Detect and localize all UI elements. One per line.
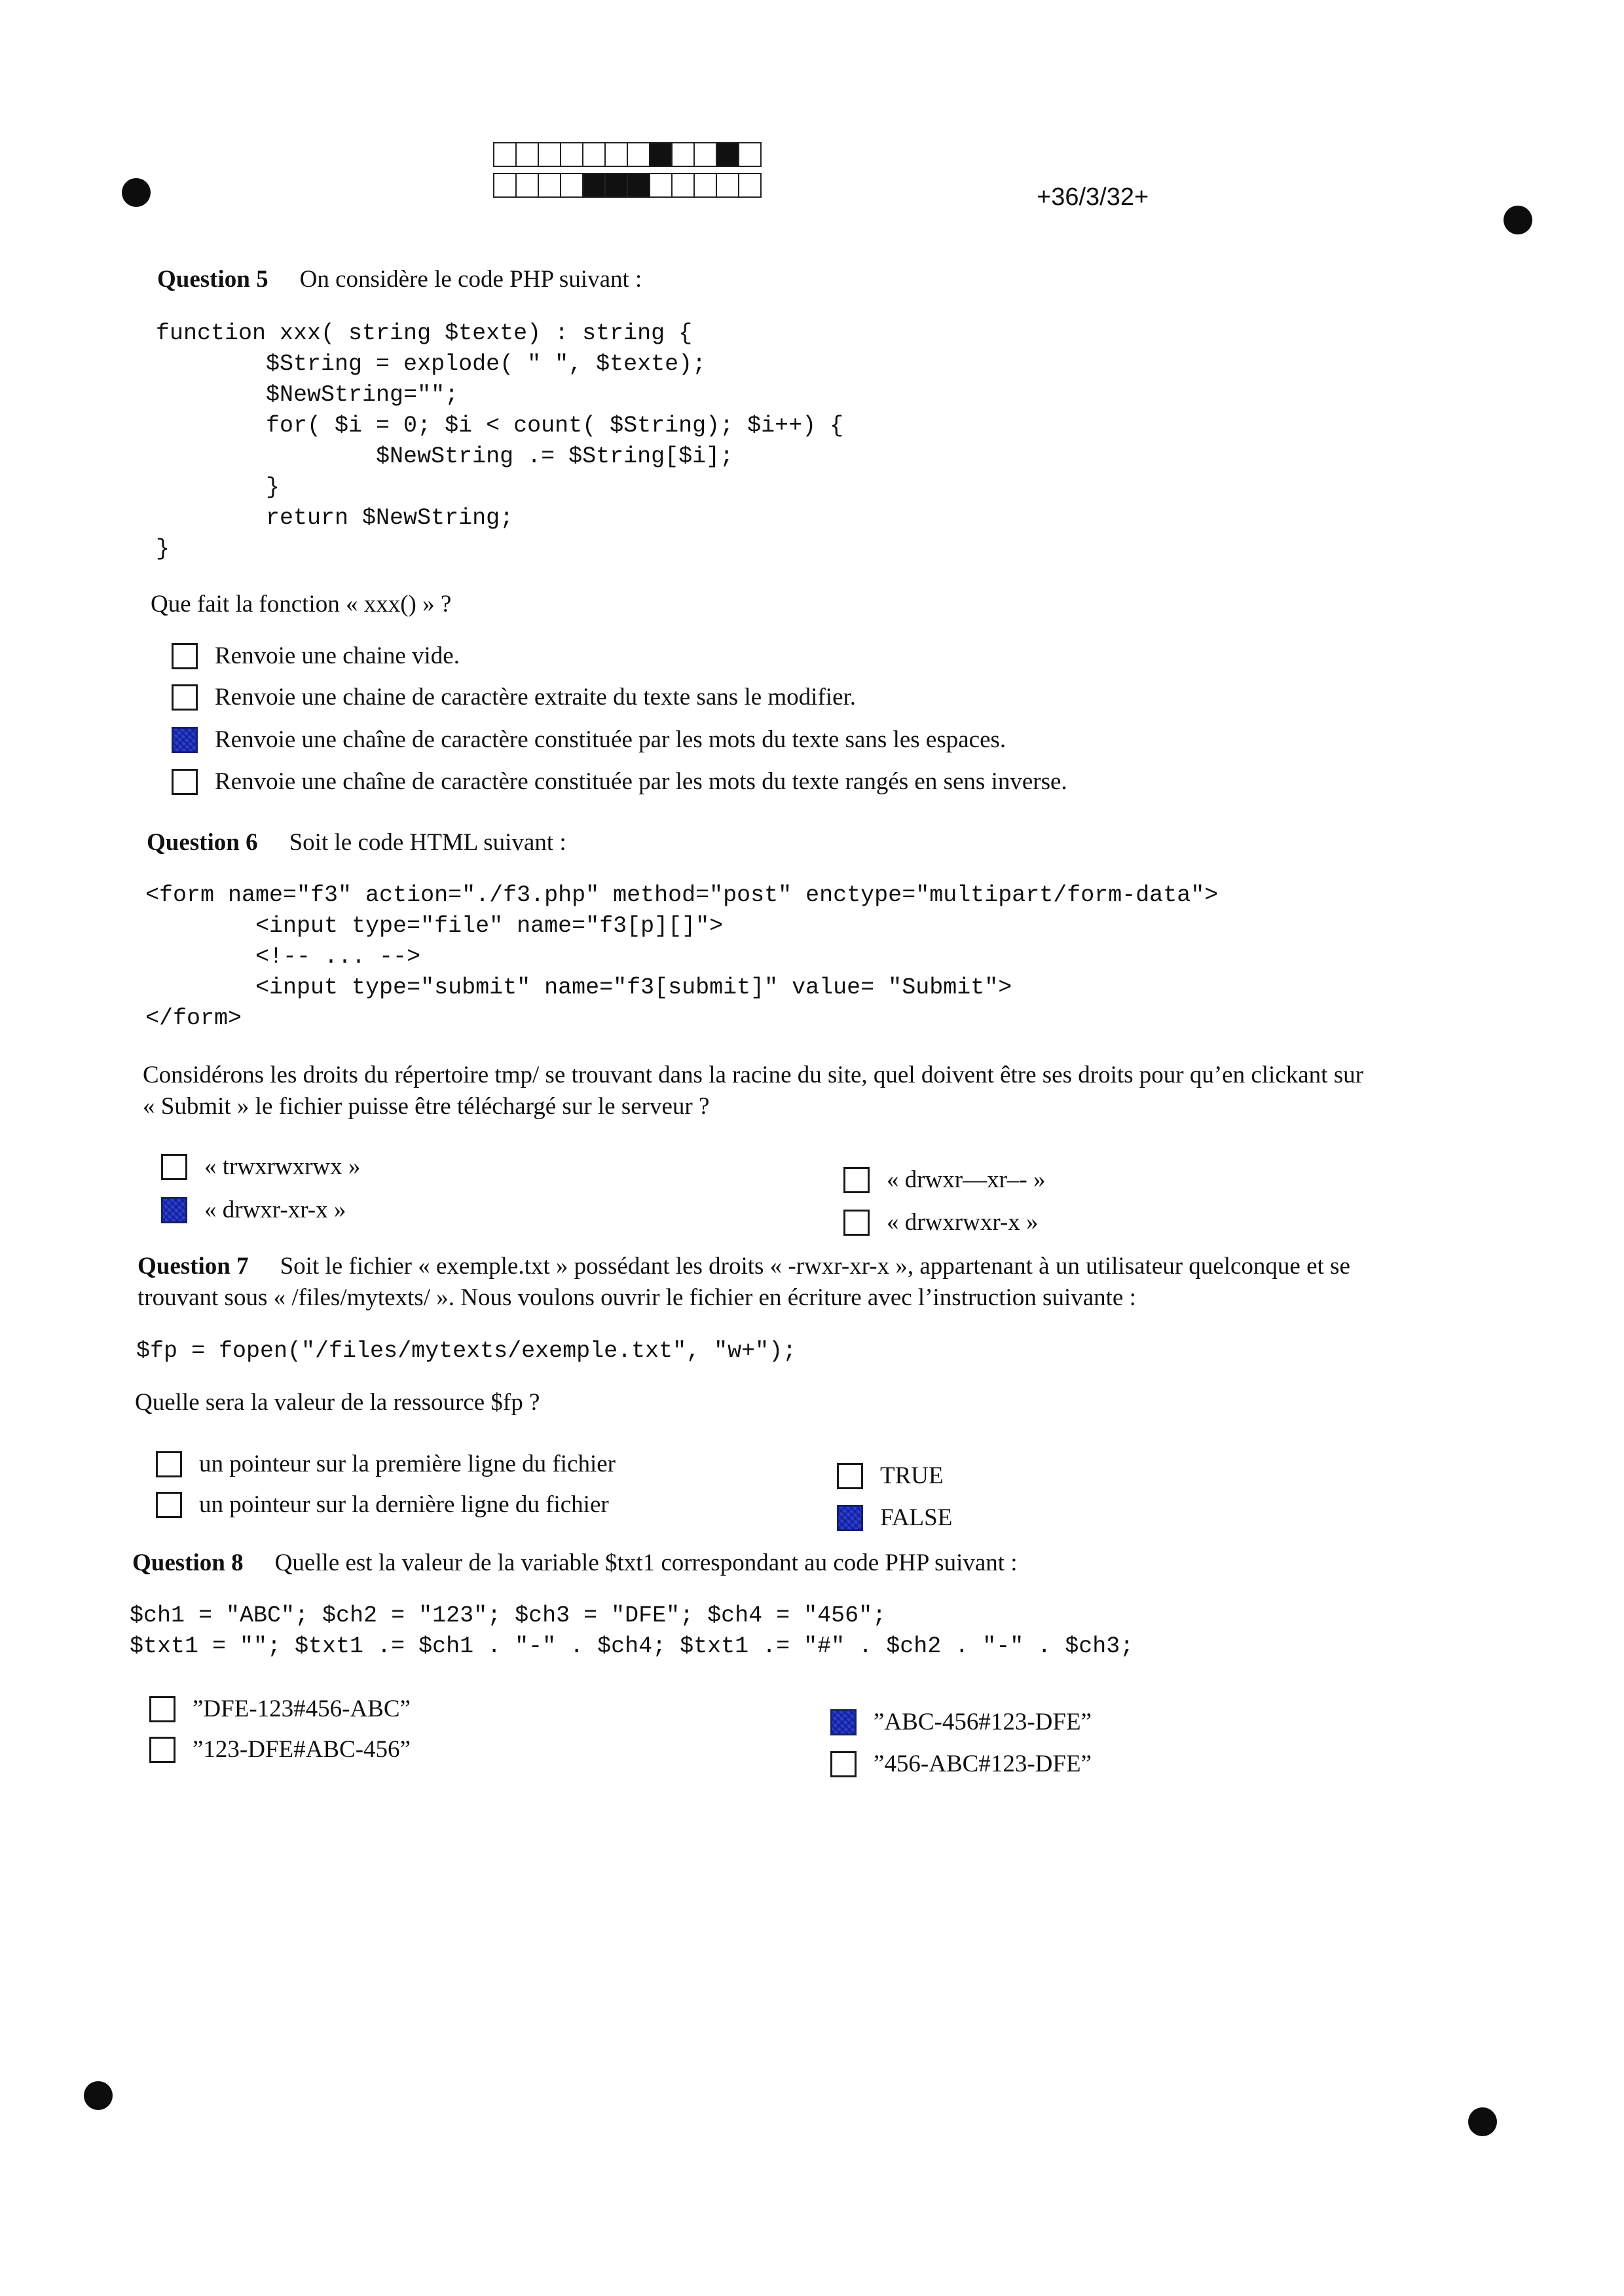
- checkbox[interactable]: [172, 643, 198, 669]
- question-6-code: <form name="f3" action="./f3.php" method="post" enctype="multipart/form-data"> <input type="file" name="f3[p][]"> <!-- ... --> <input type="submit" name="f3[submit]" value= "Submit"> </form>: [145, 882, 1219, 1031]
- option-label: TRUE: [880, 1462, 944, 1489]
- barcode-cell: [515, 142, 539, 167]
- barcode-cell: [515, 173, 539, 198]
- question-7-option-2[interactable]: [156, 1491, 609, 1519]
- question-5-option-3[interactable]: [172, 726, 1006, 754]
- barcode-cell: [716, 173, 739, 198]
- barcode-cell: [649, 173, 673, 198]
- barcode-cell-filled: [649, 142, 673, 167]
- question-6-option-2[interactable]: [161, 1196, 346, 1224]
- question-6-question-line-1: Considérons les droits du répertoire tmp/ se trouvant dans la racine du site, quel doivent être ses droits pour qu’en clickant sur: [143, 1062, 1363, 1088]
- checkbox[interactable]: [149, 1696, 175, 1722]
- question-7-option-4[interactable]: [837, 1504, 952, 1532]
- registration-mark-bottom-right: [1468, 2107, 1497, 2136]
- question-5-number: Question 5: [157, 266, 268, 293]
- checkbox[interactable]: [172, 684, 198, 711]
- option-label: Renvoie une chaîne de caractère constituée par les mots du texte rangés en sens inverse.: [215, 768, 1067, 795]
- question-5-option-1[interactable]: [172, 642, 460, 670]
- barcode-cell: [560, 142, 583, 167]
- question-6-option-3[interactable]: [843, 1166, 1046, 1194]
- checkbox-checked[interactable]: [161, 1197, 187, 1223]
- checkbox-checked[interactable]: [172, 727, 198, 753]
- question-6-option-4[interactable]: [843, 1208, 1039, 1236]
- barcode-top: [493, 142, 760, 167]
- barcode-cell: [693, 173, 717, 198]
- question-7-code: $fp = fopen("/files/mytexts/exemple.txt", "w+");: [136, 1338, 797, 1364]
- option-label: « drwxr—xr–- »: [887, 1166, 1046, 1193]
- barcode-cell: [538, 173, 561, 198]
- barcode-cell: [604, 142, 628, 167]
- question-8-option-4[interactable]: [830, 1750, 1092, 1778]
- question-7-prompt: Soit le fichier « exemple.txt » possédant les droits « -rwxr-xr-x », appartenant à un utilisateur quelconque et se: [280, 1253, 1350, 1280]
- barcode-cell-filled: [627, 173, 650, 198]
- question-8-heading: [132, 1549, 1018, 1577]
- checkbox[interactable]: [830, 1751, 857, 1777]
- checkbox[interactable]: [837, 1463, 863, 1489]
- option-label: un pointeur sur la dernière ligne du fichier: [199, 1491, 609, 1518]
- barcode-cell: [738, 142, 762, 167]
- option-label: « trwxrwxrwx »: [204, 1153, 361, 1180]
- question-6-number: Question 6: [147, 829, 258, 856]
- checkbox-checked[interactable]: [837, 1505, 863, 1531]
- option-label: FALSE: [880, 1504, 953, 1531]
- barcode-cell: [493, 173, 517, 198]
- question-5-heading: [157, 265, 642, 293]
- registration-mark-top-left: [122, 178, 151, 207]
- question-5-question: Que fait la fonction « xxx() » ?: [151, 591, 452, 618]
- checkbox[interactable]: [156, 1451, 182, 1477]
- question-6-question-line-2: « Submit » le fichier puisse être téléchargé sur le serveur ?: [143, 1093, 710, 1120]
- question-6-prompt: Soit le code HTML suivant :: [289, 829, 566, 856]
- barcode-cell: [582, 142, 606, 167]
- barcode-cell: [693, 142, 717, 167]
- question-6-question: [143, 1060, 1492, 1122]
- barcode-cell-filled: [604, 173, 628, 198]
- question-7-heading: [138, 1251, 1500, 1314]
- option-label: ”DFE-123#456-ABC”: [193, 1695, 411, 1722]
- option-label: Renvoie une chaîne de caractère constituée par les mots du texte sans les espaces.: [215, 726, 1006, 753]
- option-label: Renvoie une chaine vide.: [215, 642, 460, 669]
- question-7-option-1[interactable]: [156, 1450, 616, 1478]
- checkbox[interactable]: [172, 769, 198, 795]
- barcode-cell: [671, 173, 695, 198]
- question-6-option-1[interactable]: [161, 1153, 360, 1181]
- question-5-code: function xxx( string $texte) : string { $String = explode( " ", $texte); $NewString=""; for( $i = 0; $i < count( $String); $i++) { $NewString .= $String[$i]; } return $NewString; }: [156, 320, 844, 562]
- question-8-prompt: Quelle est la valeur de la variable $txt1 correspondant au code PHP suivant :: [274, 1549, 1018, 1576]
- option-label: ”456-ABC#123-DFE”: [874, 1750, 1092, 1777]
- barcode-cell-filled: [582, 173, 606, 198]
- barcode-cell: [671, 142, 695, 167]
- option-label: un pointeur sur la première ligne du fichier: [199, 1451, 616, 1477]
- barcode-cell: [560, 173, 583, 198]
- registration-mark-top-right: [1504, 206, 1532, 234]
- question-5-prompt: On considère le code PHP suivant :: [299, 266, 642, 293]
- checkbox[interactable]: [161, 1154, 187, 1180]
- checkbox[interactable]: [156, 1492, 182, 1518]
- option-label: ”ABC-456#123-DFE”: [874, 1709, 1092, 1735]
- question-7-option-3[interactable]: [837, 1462, 944, 1490]
- checkbox-checked[interactable]: [830, 1709, 857, 1735]
- barcode-bottom: [493, 173, 760, 198]
- checkbox[interactable]: [149, 1737, 175, 1763]
- option-label: Renvoie une chaine de caractère extraite du texte sans le modifier.: [215, 684, 857, 711]
- option-label: « drwxrwxr-x »: [887, 1209, 1039, 1236]
- barcode-cell: [493, 142, 517, 167]
- question-8-option-1[interactable]: [149, 1695, 411, 1723]
- question-5-option-2[interactable]: [172, 683, 856, 711]
- question-8-code: $ch1 = "ABC"; $ch2 = "123"; $ch3 = "DFE"; $ch4 = "456"; $txt1 = ""; $txt1 .= $ch1 . "-" . $ch4; $txt1 .= "#" . $ch2 . "-" . $ch3;: [130, 1602, 1134, 1659]
- barcode-cell: [738, 173, 762, 198]
- question-5-option-4[interactable]: [172, 768, 1067, 796]
- question-6-heading: [147, 828, 566, 857]
- question-7-prompt-line-2: trouvant sous « /files/mytexts/ ». Nous voulons ouvrir le fichier en écriture avec l’instruction suivante :: [138, 1284, 1136, 1311]
- option-label: ”123-DFE#ABC-456”: [193, 1736, 411, 1763]
- option-label: « drwxr-xr-x »: [204, 1196, 346, 1223]
- page-id: +36/3/32+: [1037, 183, 1149, 211]
- question-7-number: Question 7: [138, 1253, 249, 1280]
- registration-mark-bottom-left: [84, 2081, 113, 2110]
- question-8-number: Question 8: [132, 1549, 244, 1576]
- question-8-option-2[interactable]: [149, 1735, 411, 1764]
- question-7-question: Quelle sera la valeur de la ressource $fp ?: [135, 1389, 540, 1416]
- checkbox[interactable]: [843, 1167, 870, 1193]
- question-8-option-3[interactable]: [830, 1708, 1092, 1736]
- barcode-cell: [538, 142, 561, 167]
- barcode-cell: [627, 142, 650, 167]
- barcode-cell-filled: [716, 142, 739, 167]
- checkbox[interactable]: [843, 1210, 870, 1236]
